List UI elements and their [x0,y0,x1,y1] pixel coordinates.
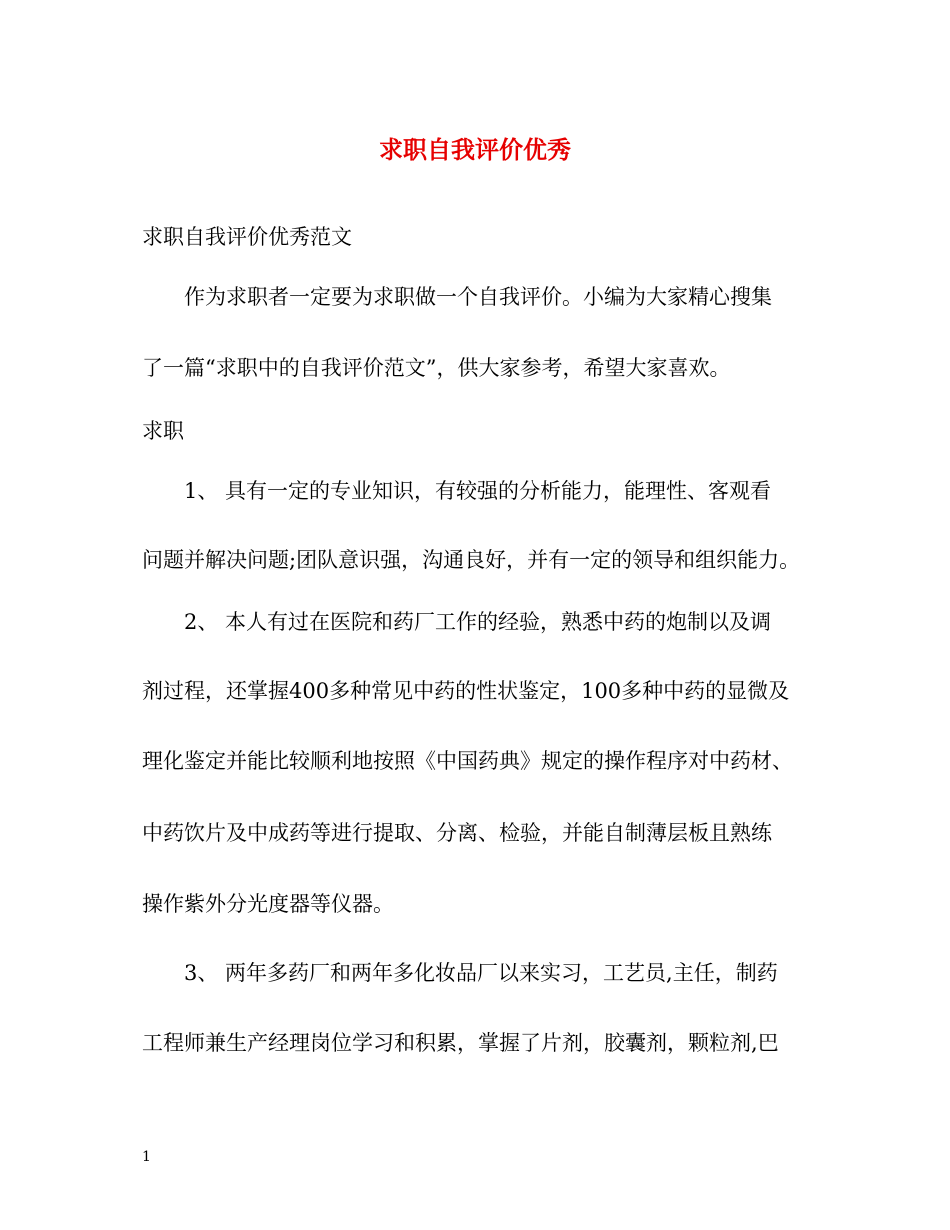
item-2-line-1: 2、 本人有过在医院和药厂工作的经验，熟悉中药的炮制以及调 [184,610,772,634]
intro-line-2: 了一篇“求职中的自我评价范文”，供大家参考，希望大家喜欢。 [142,356,731,380]
subtitle-line: 求职自我评价优秀范文 [142,225,352,249]
item-2-line-3: 理化鉴定并能比较顺利地按照《中国药典》规定的操作程序对中药材、 [142,749,793,773]
item-3-line-1: 3、 两年多药厂和两年多化妆品厂以来实习，工艺员,主任，制药 [184,961,778,985]
section-heading: 求职 [142,419,184,443]
item-3-line-2: 工程师兼生产经理岗位学习和积累，掌握了片剂，胶囊剂，颗粒剂,巴 [142,1031,779,1055]
item-1-line-1: 1、 具有一定的专业知识，有较强的分析能力，能理性、客观看 [184,479,772,503]
page-number: 1 [142,1149,151,1165]
item-1-line-2: 问题并解决问题;团队意识强，沟通良好，并有一定的领导和组织能力。 [142,548,801,572]
item-2-line-4: 中药饮片及中成药等进行提取、分离、检验，并能自制薄层板且熟练 [142,821,772,845]
item-2-line-2: 剂过程，还掌握400多种常见中药的性状鉴定，100多种中药的显微及 [142,679,790,703]
intro-line-1: 作为求职者一定要为求职做一个自我评价。小编为大家精心搜集 [184,285,772,309]
item-2-line-5: 操作紫外分光度器等仪器。 [142,892,394,916]
document-title: 求职自我评价优秀 [379,135,571,164]
